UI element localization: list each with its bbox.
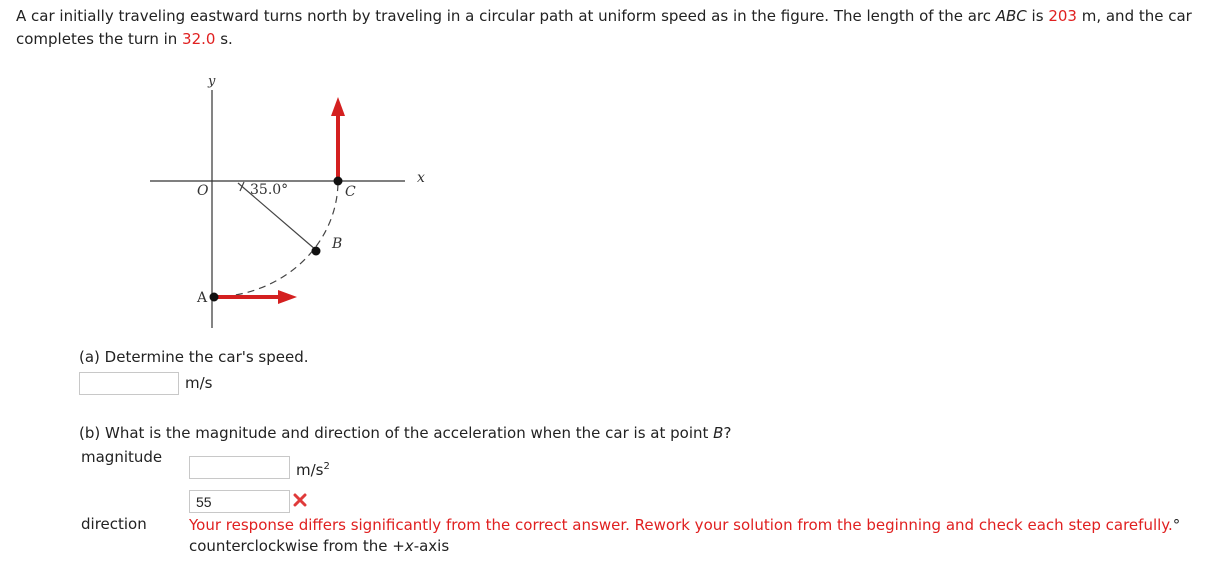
dashed-arc <box>212 181 338 297</box>
problem-text-2: is <box>1026 7 1049 25</box>
speed-input[interactable] <box>79 372 179 395</box>
part-a-question: (a) Determine the car's speed. <box>79 348 309 366</box>
direction-unit-post: -axis <box>413 537 450 555</box>
arc-label: ABC <box>995 7 1027 25</box>
time-value: 32.0 <box>182 30 216 48</box>
y-axis-label: y <box>208 74 216 89</box>
x-axis-label: x <box>417 170 425 186</box>
part-b-question-suffix: ? <box>723 424 732 442</box>
magnitude-unit-exp: 2 <box>323 461 330 472</box>
circular-path-figure <box>140 70 440 335</box>
part-b-question <box>79 423 731 443</box>
arrow-a-head <box>278 290 297 304</box>
direction-label: direction <box>81 515 147 533</box>
magnitude-input[interactable] <box>189 456 290 479</box>
part-b-question-prefix: (b) What is the magnitude and direction of the acceleration when the car is at point <box>79 424 714 442</box>
part-b-question-point: B <box>713 424 724 442</box>
problem-text-4: s. <box>215 30 233 48</box>
direction-unit-pre: ° counterclockwise from the + <box>189 516 1181 555</box>
angle-label: 35.0° <box>250 182 289 198</box>
magnitude-unit <box>296 457 330 480</box>
problem-statement <box>16 5 1201 51</box>
speed-unit: m/s <box>185 374 213 392</box>
direction-feedback <box>189 515 1189 557</box>
direction-unit-axis: x <box>404 537 414 555</box>
problem-text-1: A car initially traveling eastward turns north by traveling in a circular path at uniform speed as in the figure. The length of the arc <box>16 7 996 25</box>
arc-length-value: 203 <box>1048 7 1077 25</box>
magnitude-label: magnitude <box>81 448 163 466</box>
point-c-label: C <box>345 184 356 200</box>
origin-label: O <box>197 183 209 199</box>
angle-arc <box>240 182 244 191</box>
incorrect-x-icon <box>293 493 307 507</box>
arrow-c-head <box>331 97 345 116</box>
feedback-message: Your response differs significantly from the correct answer. Rework your solution from the beginning and check each step carefully. <box>189 516 1173 534</box>
point-b-dot <box>312 247 321 256</box>
point-c-dot <box>334 177 343 186</box>
direction-input[interactable] <box>189 490 290 513</box>
magnitude-unit-base: m/s <box>296 461 324 479</box>
problem-text-3: m, and the car completes the turn in <box>16 7 1192 48</box>
point-a-dot <box>210 293 219 302</box>
point-a-label: A <box>197 290 208 306</box>
point-b-label: B <box>332 236 343 252</box>
